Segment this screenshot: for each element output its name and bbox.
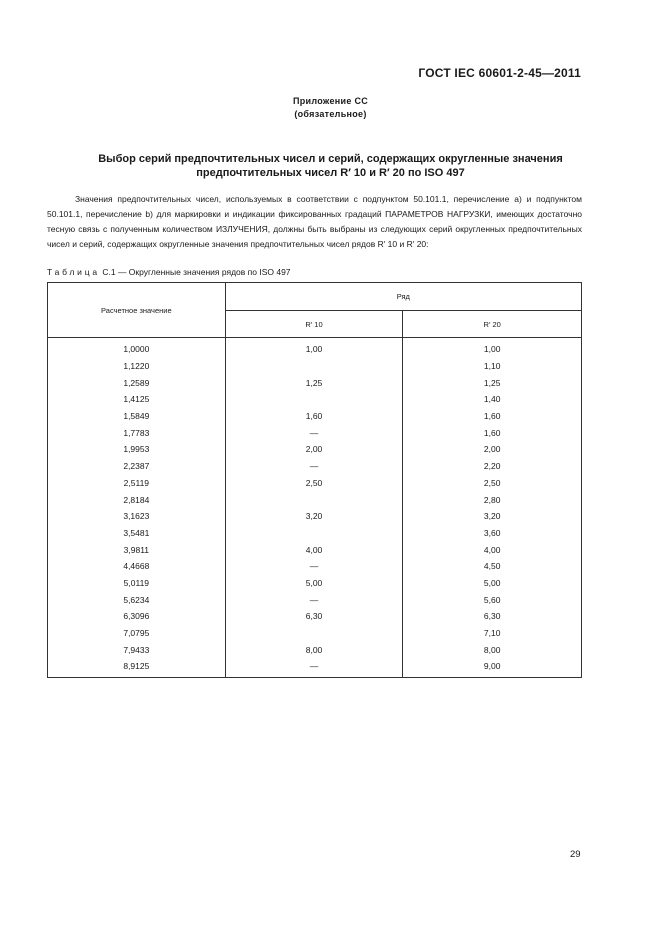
table-row <box>48 491 582 508</box>
cell-r10: 5,00 <box>225 575 403 592</box>
table-row <box>48 408 582 425</box>
cell-calculated-value: 3,9811 <box>48 541 226 558</box>
cell-r20: 1,10 <box>403 358 582 375</box>
table-row <box>48 558 582 575</box>
cell-r20: 5,00 <box>403 575 582 592</box>
cell-r20: 1,25 <box>403 374 582 391</box>
preferred-numbers-table <box>47 282 582 678</box>
cell-r20: 2,00 <box>403 441 582 458</box>
table-caption <box>47 267 291 277</box>
cell-calculated-value: 5,0119 <box>48 575 226 592</box>
table-row <box>48 591 582 608</box>
table-row <box>48 641 582 658</box>
cell-r20: 8,00 <box>403 641 582 658</box>
header-r20: R′ 20 <box>403 311 582 338</box>
cell-r10: 6,30 <box>225 608 403 625</box>
table-body <box>48 338 582 678</box>
cell-r10: 2,00 <box>225 441 403 458</box>
table-row <box>48 608 582 625</box>
cell-r10 <box>225 625 403 642</box>
table-row <box>48 374 582 391</box>
table-row <box>48 391 582 408</box>
annex-status: (обязательное) <box>294 109 367 119</box>
cell-r20: 3,20 <box>403 508 582 525</box>
cell-r10: — <box>225 658 403 677</box>
cell-r10: 3,20 <box>225 508 403 525</box>
table-row <box>48 625 582 642</box>
cell-r10 <box>225 358 403 375</box>
cell-calculated-value: 5,6234 <box>48 591 226 608</box>
section-title <box>60 152 601 180</box>
header-r10: R′ 10 <box>225 311 403 338</box>
cell-calculated-value: 2,2387 <box>48 458 226 475</box>
table-row <box>48 424 582 441</box>
cell-calculated-value: 1,0000 <box>48 338 226 358</box>
cell-calculated-value: 2,8184 <box>48 491 226 508</box>
cell-calculated-value: 1,2589 <box>48 374 226 391</box>
cell-r20: 4,00 <box>403 541 582 558</box>
cell-r20: 1,40 <box>403 391 582 408</box>
cell-r20: 1,60 <box>403 424 582 441</box>
header-calculated-value: Расчетное значение <box>48 283 226 338</box>
cell-r10 <box>225 491 403 508</box>
cell-r10 <box>225 525 403 542</box>
cell-calculated-value: 1,7783 <box>48 424 226 441</box>
table-row <box>48 575 582 592</box>
body-paragraph: Значения предпочтительных чисел, используемых в соответствии с подпунктом 50.101.1, перечисление а) и подпунктом 50.101.1, перечисление b) для маркировки и индикации фиксированных градаций ПАРАМЕТРОВ НАГРУЗКИ, имеющих достаточно тесную связь с полученным количеством ИЗЛУЧЕНИЯ, должны быть выбраны из следующих серий округленных предпочтительных чисел и серий, содержащих округленные значения предпочтительных чисел рядов R′ 10 и R′ 20: <box>47 194 582 249</box>
header-series-group: Ряд <box>225 283 581 311</box>
cell-r10: 1,25 <box>225 374 403 391</box>
cell-calculated-value: 1,9953 <box>48 441 226 458</box>
cell-r20: 2,80 <box>403 491 582 508</box>
cell-r10: 1,00 <box>225 338 403 358</box>
cell-r10: 8,00 <box>225 641 403 658</box>
table-caption-text: С.1 — Округленные значения рядов по ISO 497 <box>102 267 291 277</box>
cell-r20: 4,50 <box>403 558 582 575</box>
table-row <box>48 441 582 458</box>
section-title-line1: Выбор серий предпочтительных чисел и серий, содержащих округленные значения <box>98 153 563 165</box>
cell-r10: — <box>225 424 403 441</box>
table-row <box>48 458 582 475</box>
cell-r20: 2,20 <box>403 458 582 475</box>
table-row <box>48 658 582 677</box>
table-row <box>48 338 582 358</box>
cell-r10: 2,50 <box>225 475 403 492</box>
table-row <box>48 525 582 542</box>
cell-r20: 5,60 <box>403 591 582 608</box>
cell-calculated-value: 1,1220 <box>48 358 226 375</box>
cell-r10: — <box>225 591 403 608</box>
cell-r20: 7,10 <box>403 625 582 642</box>
cell-r20: 1,00 <box>403 338 582 358</box>
cell-calculated-value: 3,5481 <box>48 525 226 542</box>
annex-heading <box>0 95 661 121</box>
page-number: 29 <box>570 849 581 860</box>
table-caption-prefix: Таблица <box>47 267 100 277</box>
cell-calculated-value: 7,9433 <box>48 641 226 658</box>
cell-r20: 2,50 <box>403 475 582 492</box>
table-row <box>48 475 582 492</box>
cell-r20: 1,60 <box>403 408 582 425</box>
annex-title: Приложение СС <box>292 96 369 106</box>
cell-calculated-value: 6,3096 <box>48 608 226 625</box>
cell-calculated-value: 8,9125 <box>48 658 226 677</box>
cell-calculated-value: 1,5849 <box>48 408 226 425</box>
cell-calculated-value: 7,0795 <box>48 625 226 642</box>
cell-r10: 1,60 <box>225 408 403 425</box>
cell-calculated-value: 2,5119 <box>48 475 226 492</box>
cell-r10: 4,00 <box>225 541 403 558</box>
cell-r20: 9,00 <box>403 658 582 677</box>
cell-r10: — <box>225 458 403 475</box>
cell-calculated-value: 3,1623 <box>48 508 226 525</box>
cell-r20: 3,60 <box>403 525 582 542</box>
cell-r10 <box>225 391 403 408</box>
standard-designation: ГОСТ IEC 60601-2-45—2011 <box>418 66 581 80</box>
cell-r10: — <box>225 558 403 575</box>
section-title-line2: предпочтительных чисел R′ 10 и R′ 20 по ISO 497 <box>196 167 465 179</box>
cell-calculated-value: 1,4125 <box>48 391 226 408</box>
table-row <box>48 508 582 525</box>
cell-calculated-value: 4,4668 <box>48 558 226 575</box>
table-row <box>48 358 582 375</box>
table-row <box>48 541 582 558</box>
cell-r20: 6,30 <box>403 608 582 625</box>
